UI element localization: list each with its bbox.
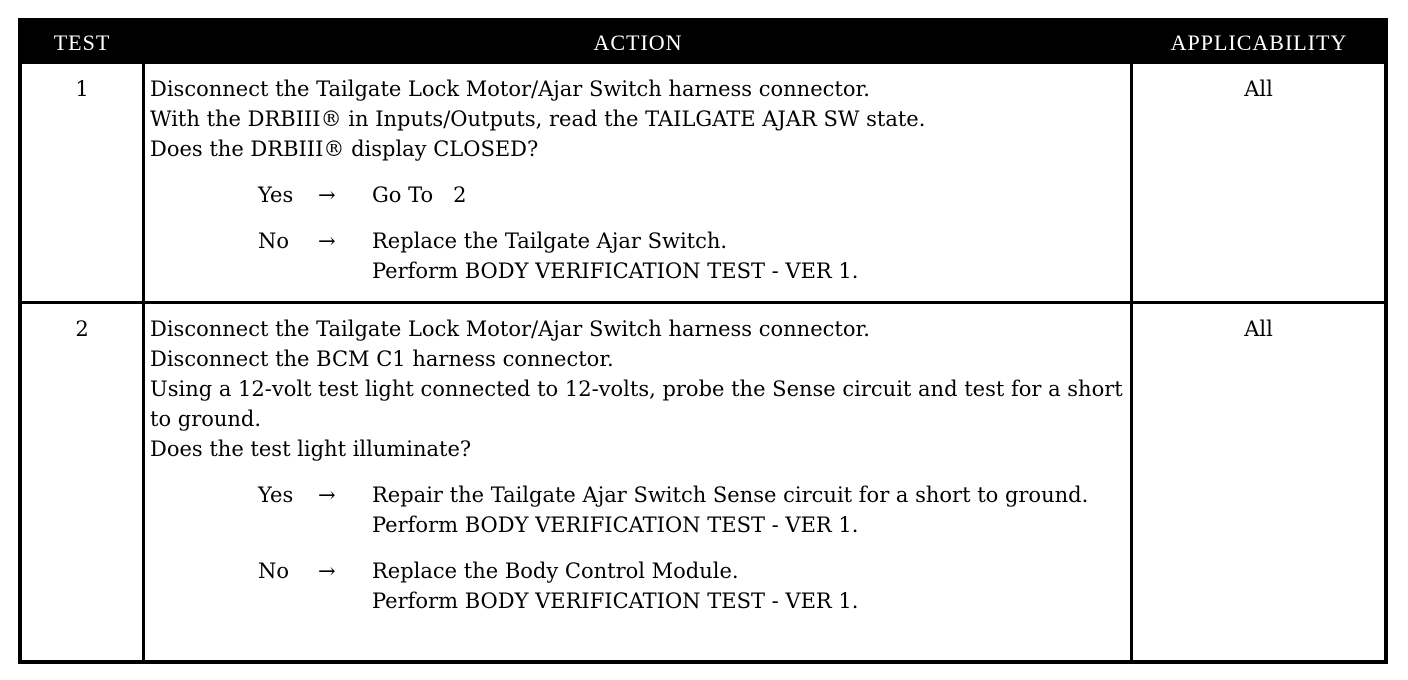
result-line: Go To 2 — [372, 183, 467, 207]
action-step: Disconnect the Tailgate Lock Motor/Ajar Switch harness connector. — [150, 317, 870, 341]
outcome-result — [372, 480, 1128, 540]
arrow-icon: → — [318, 559, 336, 583]
outcome-yes — [150, 480, 1128, 540]
result-line: Perform BODY VERIFICATION TEST - VER 1. — [372, 513, 859, 537]
test-number: 1 — [75, 77, 89, 101]
answer-label: No — [258, 559, 290, 583]
arrow-icon: → — [318, 483, 336, 507]
action-step: Disconnect the BCM C1 harness connector. — [150, 347, 614, 371]
result-line: Perform BODY VERIFICATION TEST - VER 1. — [372, 589, 859, 613]
result-line: Replace the Body Control Module. — [372, 559, 739, 583]
answer-label: No — [258, 229, 290, 253]
arrow-icon: → — [318, 183, 336, 207]
answer-label: Yes — [258, 483, 294, 507]
outcome-result — [372, 226, 1128, 286]
result-line: Repair the Tailgate Ajar Switch Sense circuit for a short to ground. — [372, 483, 1089, 507]
header-applicability: APPLICABILITY — [1170, 30, 1348, 55]
arrow-icon: → — [318, 229, 336, 253]
test-number: 2 — [75, 317, 89, 341]
action-step: Disconnect the Tailgate Lock Motor/Ajar Switch harness connector. — [150, 77, 870, 101]
diagnostic-test-table — [18, 18, 1388, 664]
action-cell — [150, 314, 1128, 616]
outcome-no — [150, 556, 1128, 616]
action-step: Using a 12-volt test light connected to 12-volts, probe the Sense circuit and test for a short to ground. — [150, 377, 1123, 431]
outcome-no — [150, 226, 1128, 286]
header-test: TEST — [53, 30, 111, 55]
action-step: Does the test light illuminate? — [150, 437, 472, 461]
action-step: Does the DRBIII® display CLOSED? — [150, 137, 539, 161]
action-cell — [150, 74, 1128, 286]
result-line: Replace the Tailgate Ajar Switch. — [372, 229, 728, 253]
outcome-yes — [150, 180, 1128, 210]
result-line: Perform BODY VERIFICATION TEST - VER 1. — [372, 259, 859, 283]
outcome-result — [372, 180, 1128, 210]
applicability-cell: All — [1244, 317, 1273, 341]
header-action: ACTION — [593, 30, 683, 55]
table-row-test-2 — [22, 304, 1384, 660]
applicability-cell: All — [1244, 77, 1273, 101]
answer-label: Yes — [258, 183, 294, 207]
outcome-result — [372, 556, 1128, 616]
table-header — [22, 22, 1384, 64]
action-step: With the DRBIII® in Inputs/Outputs, read the TAILGATE AJAR SW state. — [150, 107, 926, 131]
table-row-test-1 — [22, 64, 1384, 302]
